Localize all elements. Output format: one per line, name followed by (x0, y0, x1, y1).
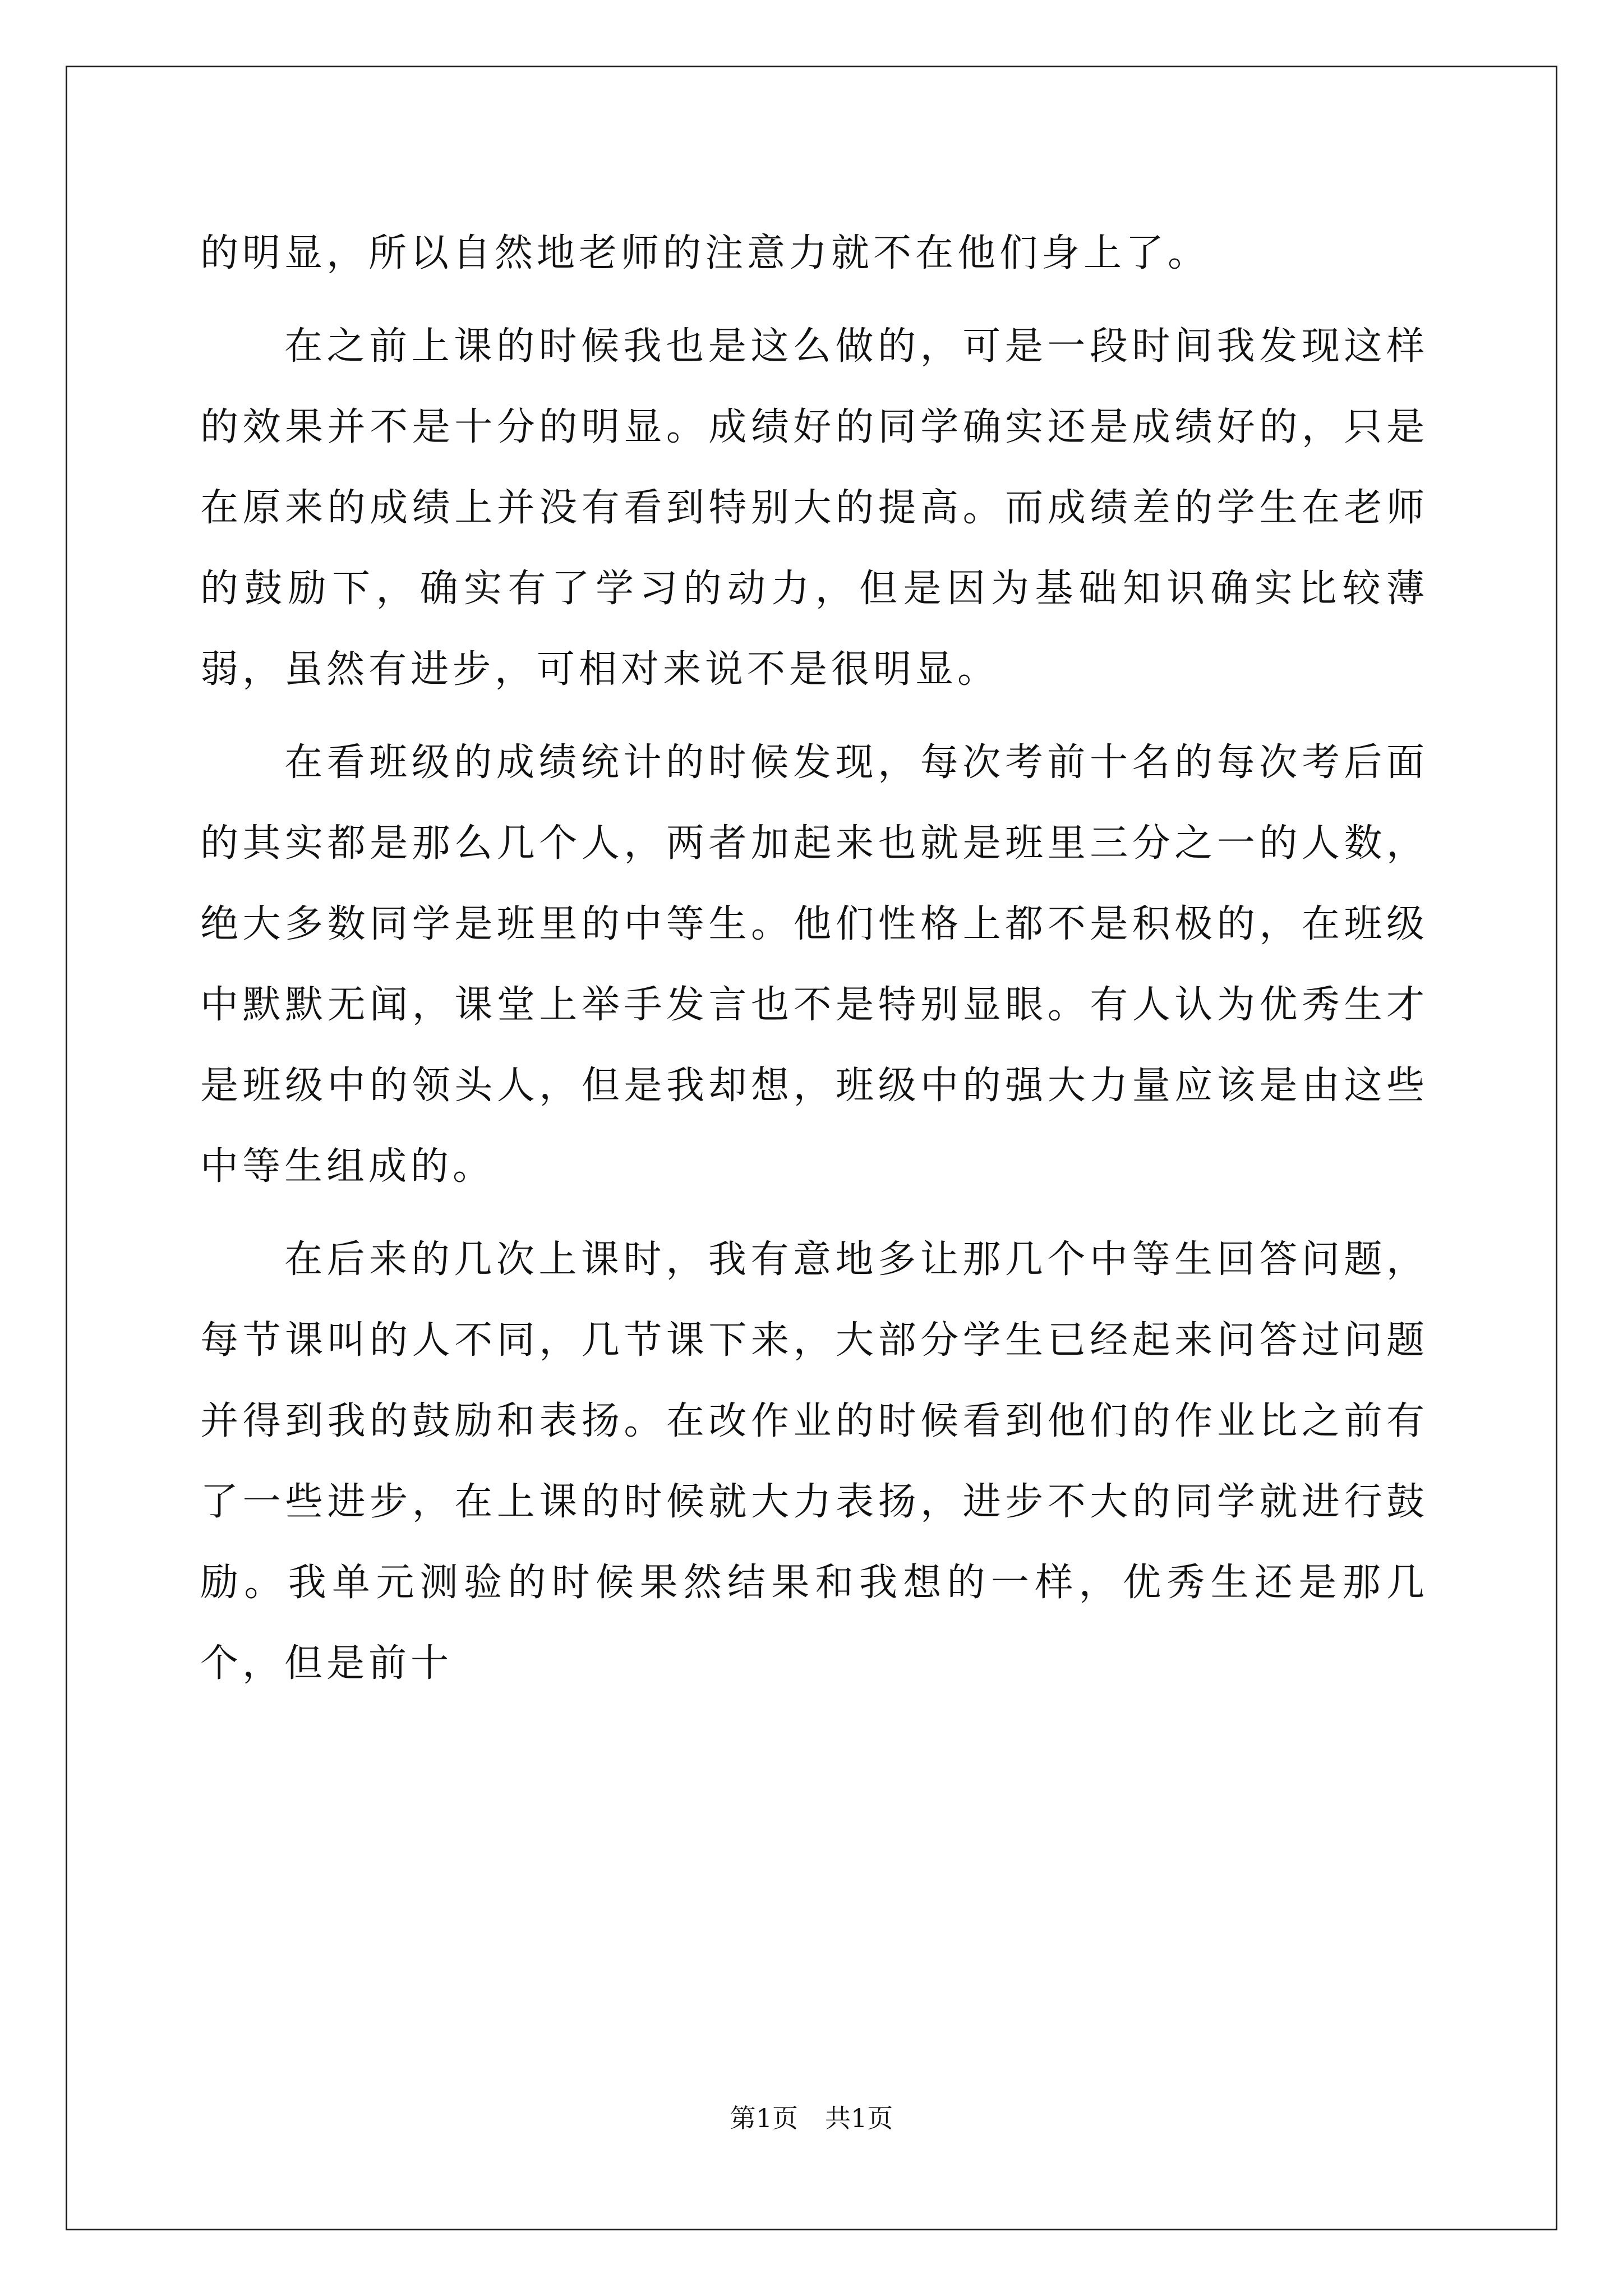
paragraph-2: 在之前上课的时候我也是这么做的，可是一段时间我发现这样的效果并不是十分的明显。成绩好的同学确实还是成绩好的，只是在原来的成绩上并没有看到特别大的提高。而成绩差的学生在老师的鼓励下，确实有了学习的动力，但是因为基础知识确实比较薄弱，虽然有进步，可相对来说不是很明显。 (200, 324, 1428, 692)
paragraph-4: 在后来的几次上课时，我有意地多让那几个中等生回答问题，每节课叫的人不同，几节课下来，大部分学生已经起来问答过问题并得到我的鼓励和表扬。在改作业的时候看到他们的作业比之前有了一些进步，在上课的时候就大力表扬，进步不大的同学就进行鼓励。我单元测验的时候果然结果和我想的一样，优秀生还是那几个，但是前十 (200, 1237, 1428, 1686)
page-footer (0, 2101, 1623, 2135)
page-total: 共1页 (825, 2103, 893, 2133)
page-number: 第1页 (730, 2103, 798, 2133)
paragraph-1: 的明显，所以自然地老师的注意力就不在他们身上了。 (200, 231, 1210, 275)
paragraph-3: 在看班级的成绩统计的时候发现，每次考前十名的每次考后面的其实都是那么几个人，两者加起来也就是班里三分之一的人数，绝大多数同学是班里的中等生。他们性格上都不是积极的，在班级中默默无闻，课堂上举手发言也不是特别显眼。有人认为优秀生才是班级中的领头人，但是我却想，班级中的强大力量应该是由这些中等生组成的。 (200, 740, 1428, 1189)
document-body (200, 213, 1428, 1717)
